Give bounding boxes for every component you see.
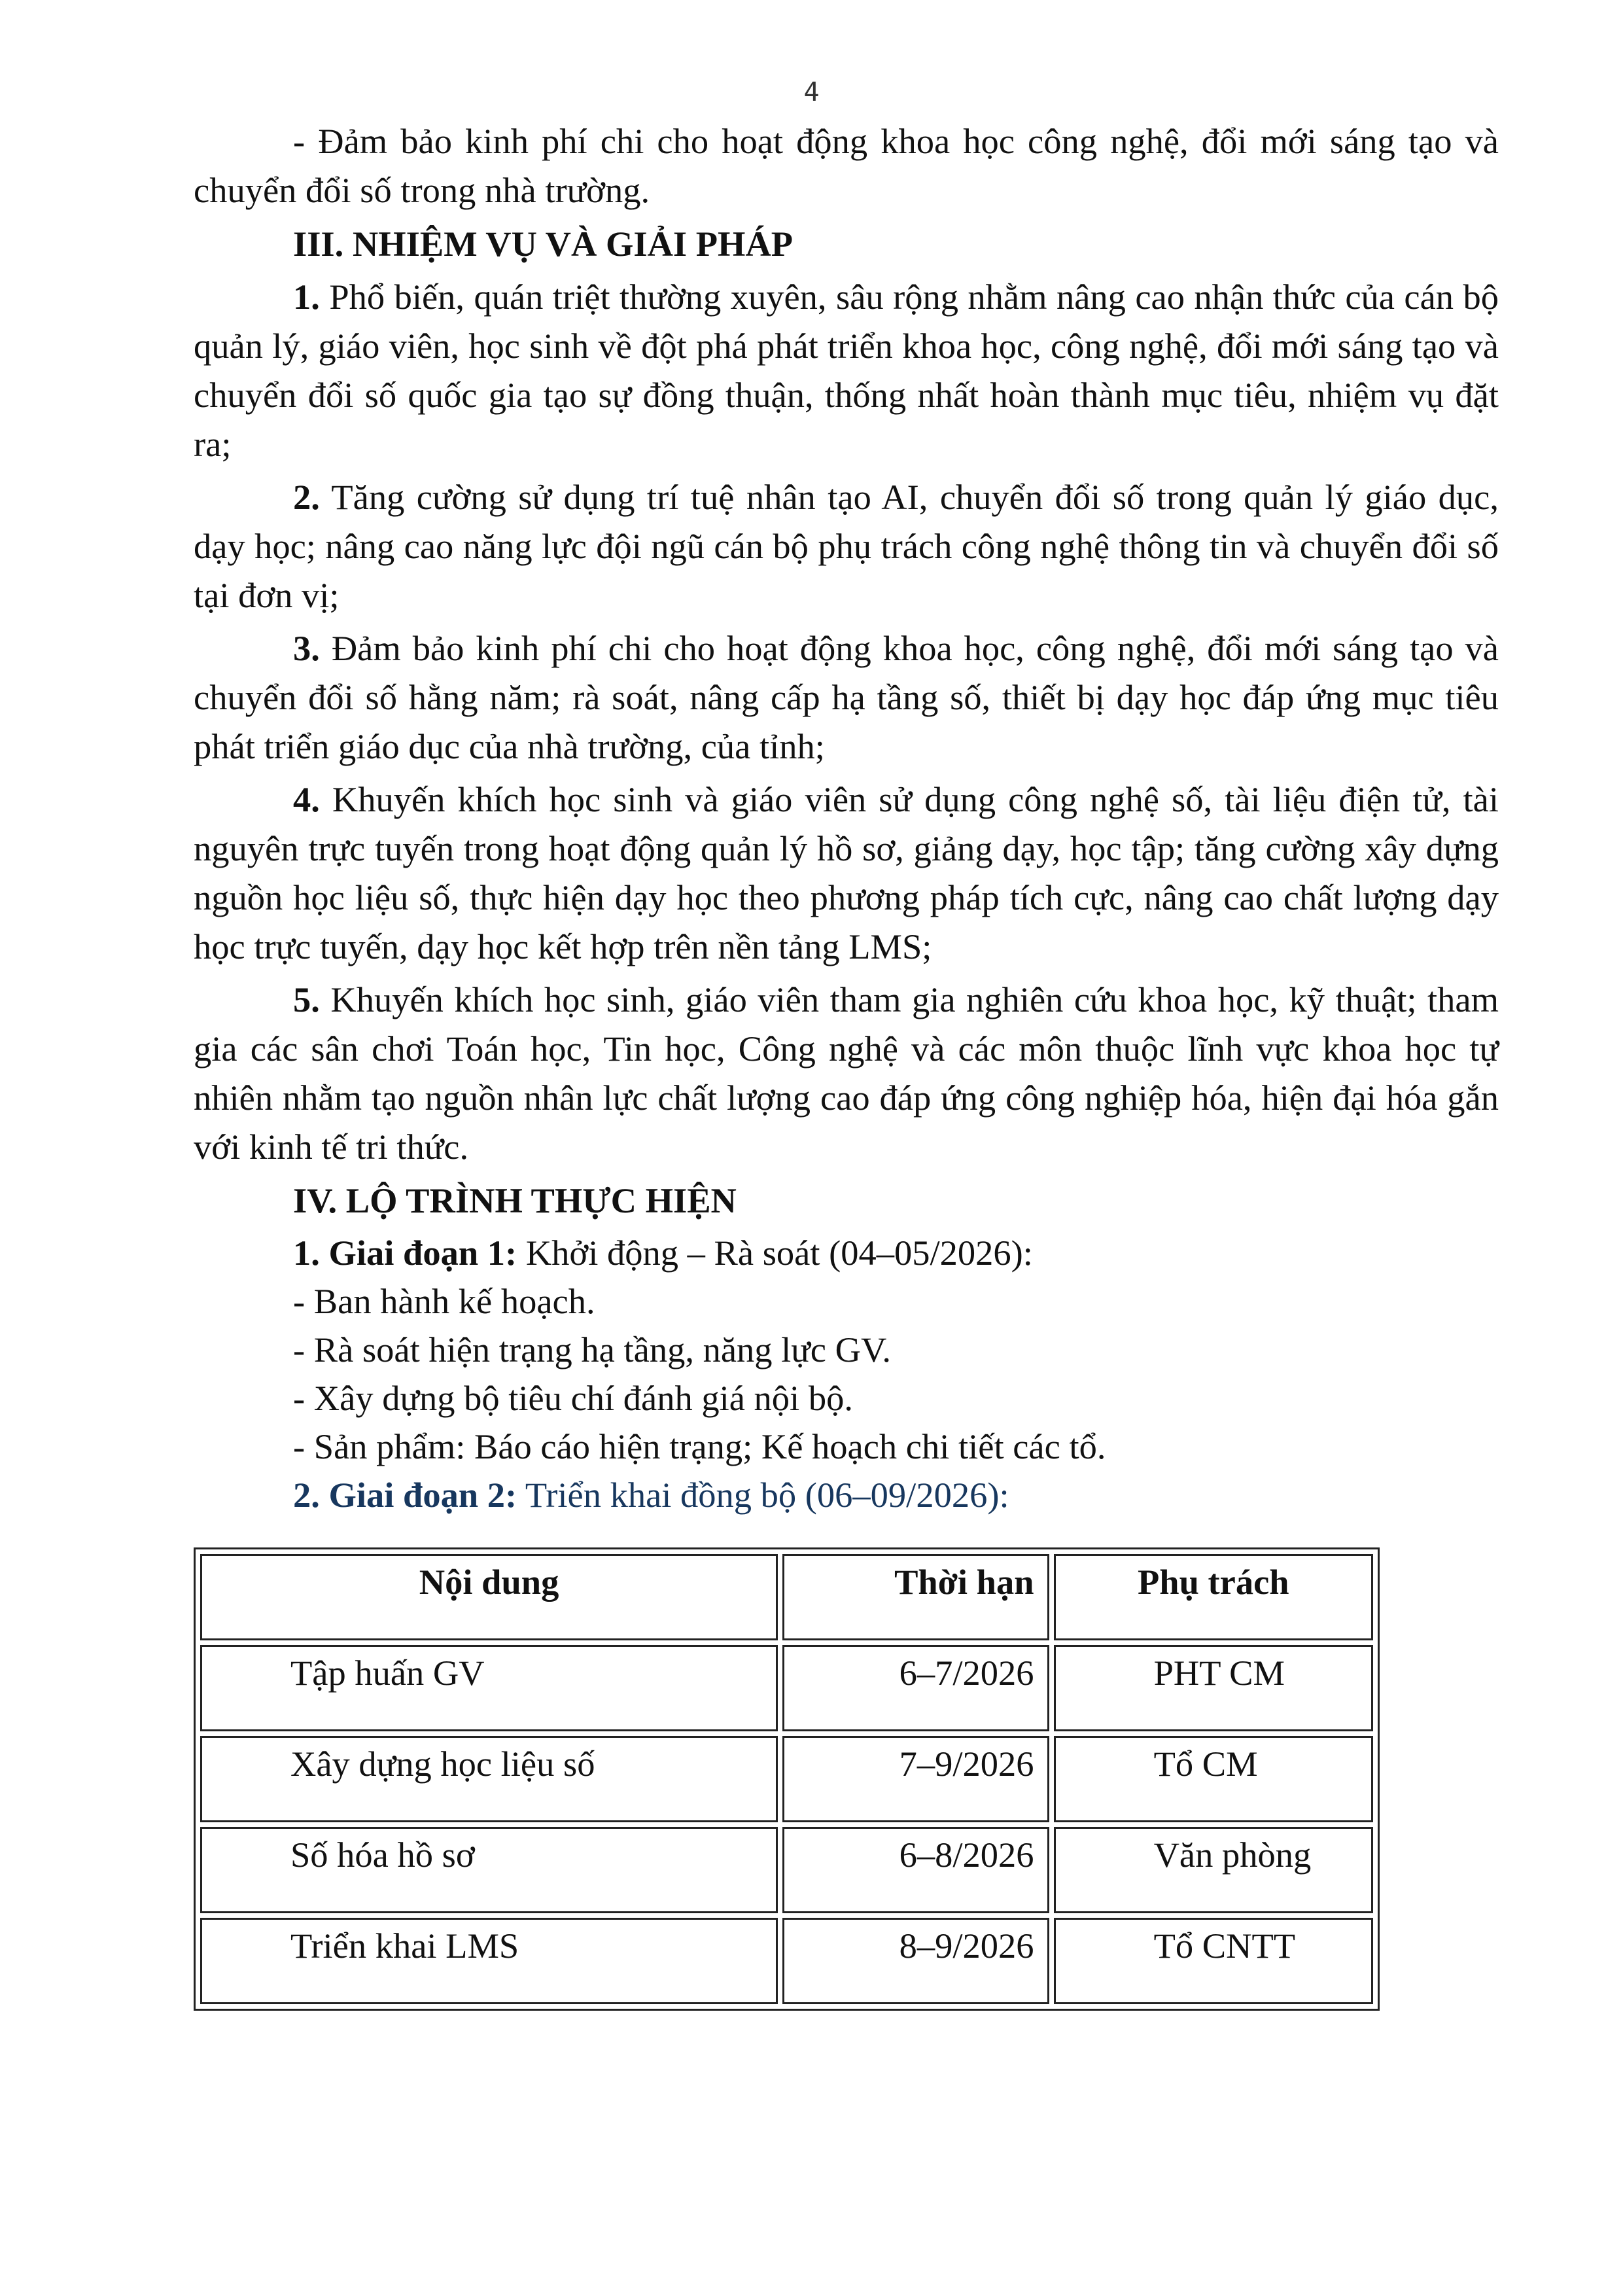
table-cell-deadline: 6–8/2026 — [782, 1827, 1049, 1913]
table-cell-deadline: 8–9/2026 — [782, 1918, 1049, 2004]
task-item-2 — [194, 472, 1499, 620]
table-row — [200, 1645, 1373, 1731]
table-row — [200, 1918, 1373, 2004]
table-header-content: Nội dung — [200, 1554, 778, 1640]
task-text: Khuyến khích học sinh và giáo viên sử dụng công nghệ số, tài liệu điện tử, tài nguyên trực tuyến trong hoạt động quản lý hồ sơ, giảng dạy, học tập; tăng cường xây dựng nguồn học liệu số, thực hiện dạy học theo phương pháp tích cực, nâng cao chất lượng dạy học trực tuyến, dạy học kết hợp trên nền tảng LMS; — [194, 779, 1499, 966]
table-header-owner: Phụ trách — [1054, 1554, 1373, 1640]
task-number: 4. — [293, 779, 320, 819]
phase2-label: 2. Giai đoạn 2: — [293, 1475, 517, 1515]
table-header-row — [200, 1554, 1373, 1640]
table-cell-owner: Tổ CM — [1054, 1736, 1373, 1822]
table-cell-owner: PHT CM — [1054, 1645, 1373, 1731]
table-cell-content: Triển khai LMS — [200, 1918, 778, 2004]
task-item-5 — [194, 975, 1499, 1171]
task-text: Tăng cường sử dụng trí tuệ nhân tạo AI, chuyển đổi số trong quản lý giáo dục, dạy học; nâng cao năng lực đội ngũ cán bộ phụ trách công nghệ thông tin và chuyển đổi số tại đơn vị; — [194, 477, 1499, 615]
phase1-bullet: - Sản phẩm: Báo cáo hiện trạng; Kế hoạch chi tiết các tổ. — [293, 1426, 1106, 1466]
table-row — [200, 1827, 1373, 1913]
task-text: Phổ biến, quán triệt thường xuyên, sâu rộng nhằm nâng cao nhận thức của cán bộ quản lý, giáo viên, học sinh về đột phá phát triển khoa học, công nghệ, đổi mới sáng tạo và chuyển đổi số quốc gia tạo sự đồng thuận, thống nhất hoàn thành mục tiêu, nhiệm vụ đặt ra; — [194, 277, 1499, 464]
phase2-table — [194, 1547, 1380, 2011]
phase2-text: Triển khai đồng bộ (06–09/2026): — [517, 1475, 1009, 1515]
table-cell-owner: Văn phòng — [1054, 1827, 1373, 1913]
task-number: 3. — [293, 628, 320, 668]
intro-bullet: - Đảm bảo kinh phí chi cho hoạt động khoa học công nghệ, đổi mới sáng tạo và chuyển đổi số trong nhà trường. — [194, 121, 1499, 210]
table-header-deadline: Thời hạn — [782, 1554, 1049, 1640]
phase1-label: 1. Giai đoạn 1: — [293, 1233, 517, 1273]
phase1-bullet: - Xây dựng bộ tiêu chí đánh giá nội bộ. — [293, 1378, 853, 1418]
table-cell-content: Xây dựng học liệu số — [200, 1736, 778, 1822]
phase1-bullet: - Rà soát hiện trạng hạ tầng, năng lực GV. — [293, 1330, 891, 1369]
table-row — [200, 1736, 1373, 1822]
task-number: 1. — [293, 277, 320, 317]
task-text: Đảm bảo kinh phí chi cho hoạt động khoa học, công nghệ, đổi mới sáng tạo và chuyển đổi số hằng năm; rà soát, nâng cấp hạ tầng số, thiết bị dạy học đáp ứng mục tiêu phát triển giáo dục của nhà trường, của tỉnh; — [194, 628, 1499, 766]
task-number: 2. — [293, 477, 320, 517]
task-number: 5. — [293, 980, 320, 1019]
task-item-1 — [194, 272, 1499, 468]
phase2-heading — [194, 1471, 1499, 1519]
table-cell-deadline: 6–7/2026 — [782, 1645, 1049, 1731]
table-cell-content: Số hóa hồ sơ — [200, 1827, 778, 1913]
table-cell-content: Tập huấn GV — [200, 1645, 778, 1731]
phase1-bullet: - Ban hành kế hoạch. — [293, 1281, 595, 1321]
table-cell-deadline: 7–9/2026 — [782, 1736, 1049, 1822]
document-body — [194, 116, 1499, 1519]
phase1-heading — [194, 1229, 1499, 1277]
task-item-4 — [194, 775, 1499, 971]
phase1-text: Khởi động – Rà soát (04–05/2026): — [517, 1233, 1033, 1273]
page-number: 4 — [803, 77, 820, 107]
task-item-3 — [194, 624, 1499, 771]
task-text: Khuyến khích học sinh, giáo viên tham gia nghiên cứu khoa học, kỹ thuật; tham gia các sân chơi Toán học, Tin học, Công nghệ và các môn thuộc lĩnh vực khoa học tự nhiên nhằm tạo nguồn nhân lực chất lượng cao đáp ứng công nghiệp hóa, hiện đại hóa gắn với kinh tế tri thức. — [194, 980, 1499, 1167]
section3-title: III. NHIỆM VỤ VÀ GIẢI PHÁP — [293, 224, 794, 264]
section4-title: IV. LỘ TRÌNH THỰC HIỆN — [293, 1180, 737, 1220]
table-cell-owner: Tổ CNTT — [1054, 1918, 1373, 2004]
